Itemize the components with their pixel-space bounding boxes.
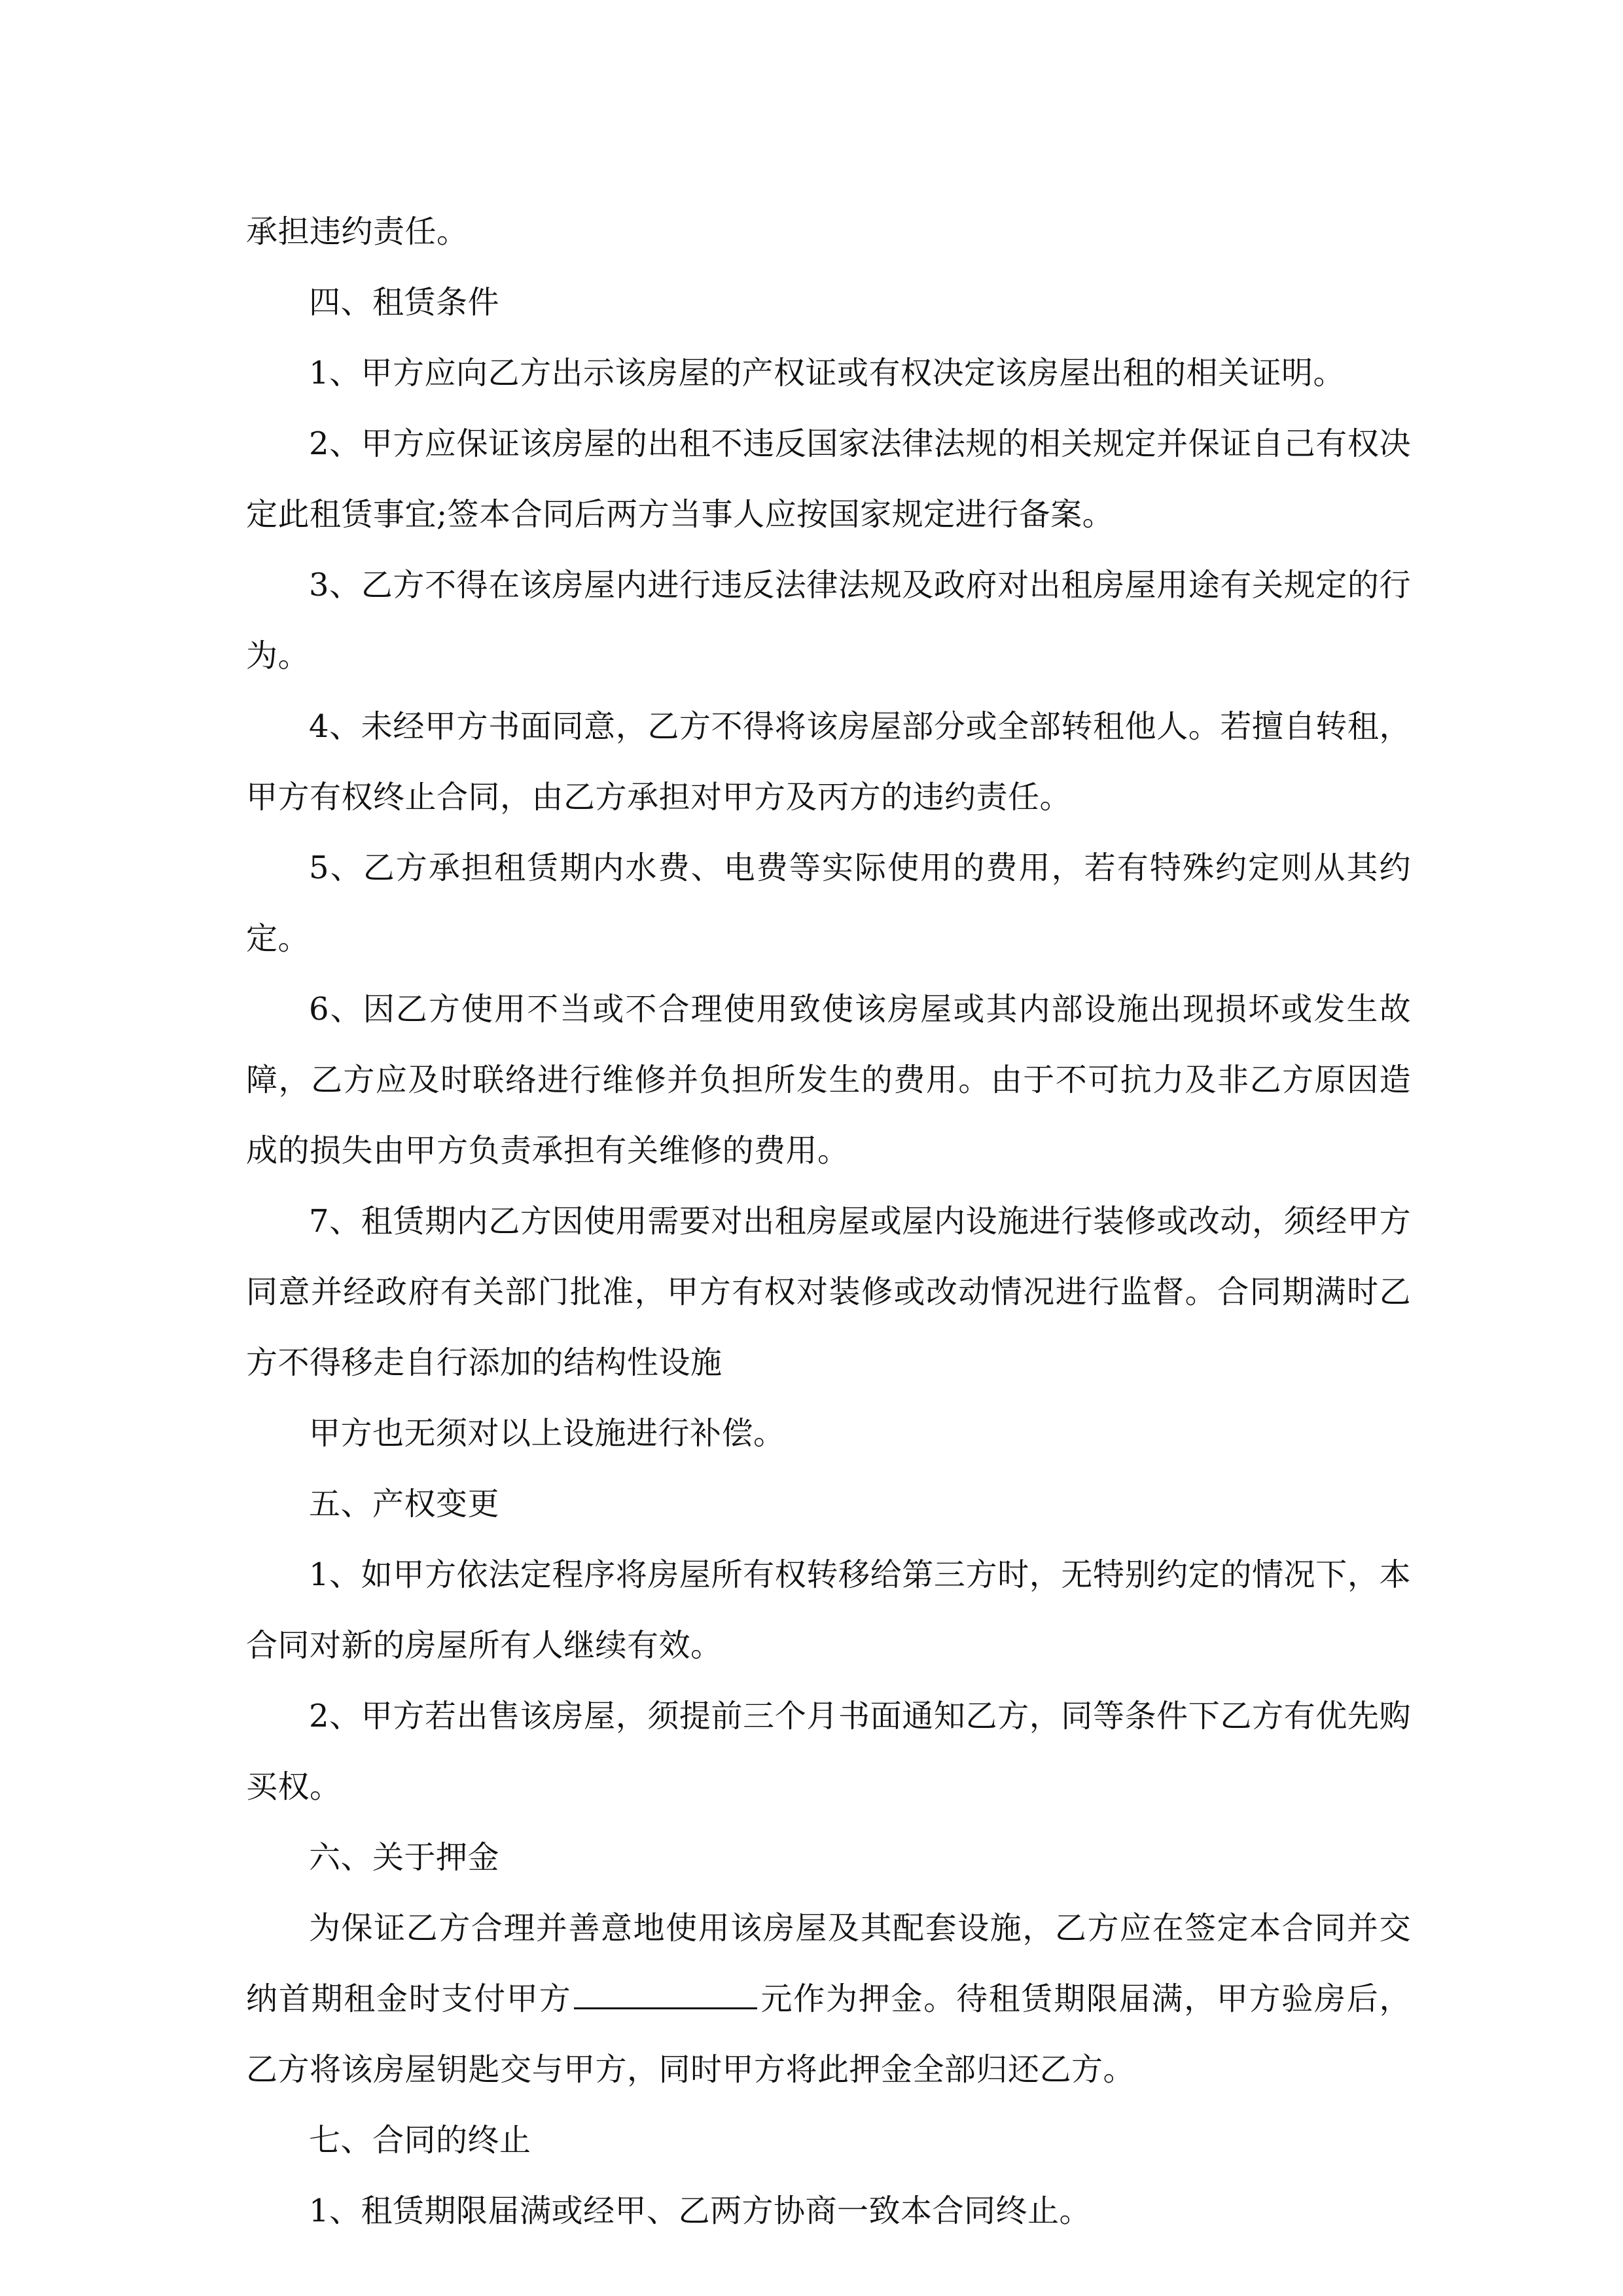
- clause-4-5: 5、乙方承担租赁期内水费、电费等实际使用的费用，若有特殊约定则从其约定。: [246, 850, 1411, 957]
- document-body: [246, 196, 1411, 2246]
- clause-7-1: 1、租赁期限届满或经甲、乙两方协商一致本合同终止。: [309, 2193, 1092, 2229]
- deposit-clause-text-after: 元作为押金。待租赁期限届满，甲方验房后，乙方将该房屋钥匙交与甲方，同时甲方将此押金全部归还乙方。: [246, 1981, 1411, 2088]
- section-heading-ownership-change: 五、产权变更: [309, 1486, 500, 1522]
- clause-4-4: 4、未经甲方书面同意，乙方不得将该房屋部分或全部转租他人。若擅自转租，甲方有权终止合同，由乙方承担对甲方及丙方的违约责任。: [246, 708, 1411, 816]
- section-heading-termination: 七、合同的终止: [309, 2122, 531, 2159]
- deposit-clause-text-before: 为保证乙方合理并善意地使用该房屋及其配套设施，乙方应在签定本合同并交纳首期租金时支付甲方: [246, 1910, 1411, 2017]
- clause-4-3: 3、乙方不得在该房屋内进行违反法律法规及政府对出租房屋用途有关规定的行为。: [246, 567, 1411, 674]
- clause-4-7: 7、租赁期内乙方因使用需要对出租房屋或屋内设施进行装修或改动，须经甲方同意并经政府有关部门批准，甲方有权对装修或改动情况进行监督。合同期满时乙方不得移走自行添加的结构性设施: [246, 1203, 1411, 1381]
- clause-4-6: 6、因乙方使用不当或不合理使用致使该房屋或其内部设施出现损坏或发生故障，乙方应及时联络进行维修并负担所发生的费用。由于不可抗力及非乙方原因造成的损失由甲方负责承担有关维修的费用。: [246, 991, 1411, 1169]
- clause-4-1: 1、甲方应向乙方出示该房屋的产权证或有权决定该房屋出租的相关证明。: [309, 355, 1346, 391]
- section-heading-deposit: 六、关于押金: [309, 1839, 500, 1876]
- deposit-clause: [246, 1893, 1411, 2105]
- clause-5-1: 1、如甲方依法定程序将房屋所有权转移给第三方时，无特别约定的情况下，本合同对新的房屋所有人继续有效。: [246, 1556, 1411, 1664]
- paragraph-continuation: 承担违约责任。: [246, 213, 469, 250]
- deposit-amount-blank: [574, 1979, 757, 2009]
- clause-5-2: 2、甲方若出售该房屋，须提前三个月书面通知乙方，同等条件下乙方有优先购买权。: [246, 1698, 1411, 1805]
- clause-4-7-continuation: 甲方也无须对以上设施进行补偿。: [309, 1415, 785, 1452]
- section-heading-lease-conditions: 四、租赁条件: [309, 284, 500, 321]
- clause-4-2: 2、甲方应保证该房屋的出租不违反国家法律法规的相关规定并保证自己有权决定此租赁事宜;签本合同后两方当事人应按国家规定进行备案。: [246, 425, 1411, 533]
